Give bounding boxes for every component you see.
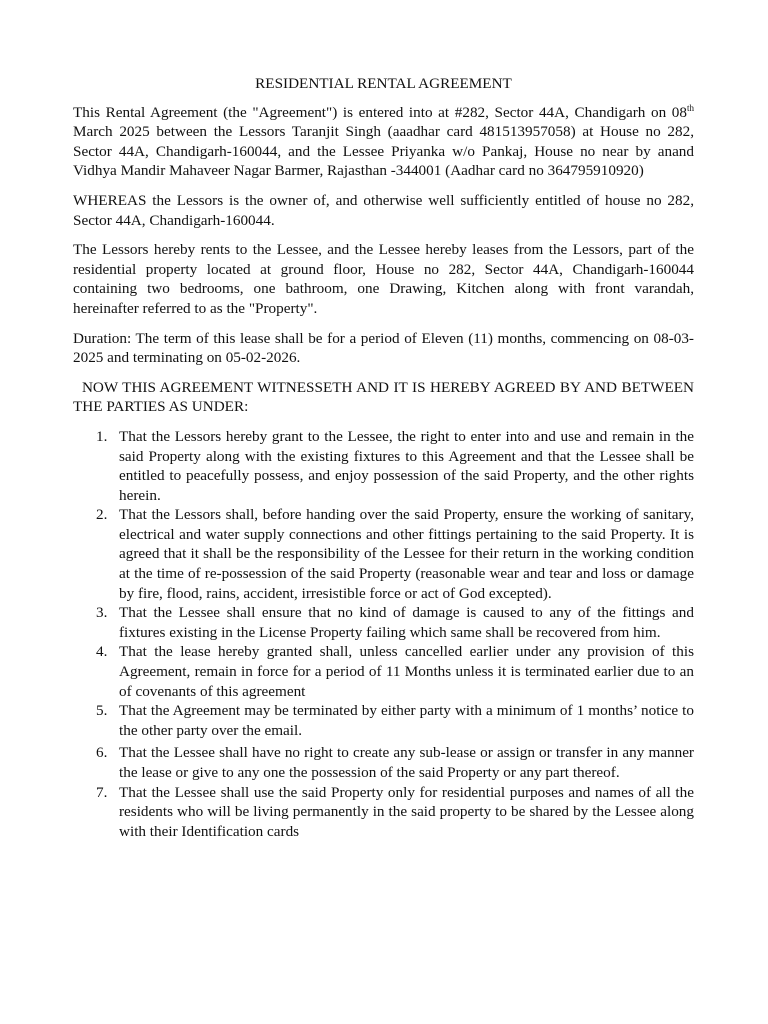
clause-item [73,642,694,701]
document-title: RESIDENTIAL RENTAL AGREEMENT [255,75,512,92]
clause-number: 1. [96,427,108,445]
clause-text: That the Lessee shall have no right to create any sub-lease or assign or transfer in any manner the lease or give to any one the possession of the said Property or any part thereof. [119,744,694,781]
intro-paragraph [73,102,702,181]
clause-text: That the lease hereby granted shall, unless cancelled earlier under any provision of this Agreement, remain in force for a period of 11 Months unless it is terminated earlier due to an of covenants of this agreement [119,643,694,700]
clause-text: That the Agreement may be terminated by either party with a minimum of 1 months’ notice to the other party over the email. [119,702,694,739]
clause-text: That the Lessee shall ensure that no kind of damage is caused to any of the fittings and fixtures existing in the License Property failing which same shall be recovered from him. [119,604,694,641]
clause-number: 5. [96,702,108,720]
clause-item [73,783,694,842]
clause-number: 3. [96,604,108,622]
clause-item [73,701,694,740]
intro-text-part1: This Rental Agreement (the "Agreement") is entered into at #282, Sector 44A, Chandigarh on 08 [73,103,687,121]
clause-number: 7. [96,783,108,801]
clause-text: That the Lessors shall, before handing over the said Property, ensure the working of sanitary, electrical and water supply connections and other fittings pertaining to the said Property. It is agreed that it shall be the responsibility of the Lessee for their return in the working condition at the time of re-possession of the said Property (reasonable wear and tear and loss or damage by fire, flood, rains, accident, irresistible force or act of God excepted). [119,506,694,602]
clause-item [73,743,694,782]
agreement-page [73,74,702,841]
clause-item [73,427,694,505]
whereas-paragraph: WHEREAS the Lessors is the owner of, and otherwise well sufficiently entitled of house no 282, Sector 44A, Chandigarh-160044. [73,191,694,229]
clause-item [73,603,694,642]
clause-text: That the Lessors hereby grant to the Lessee, the right to enter into and use and remain in the said Property along with the existing fixtures to this Agreement and that the Lessee shall be entitled to peacefully possess, and enjoy possession of the said Property, and the other rights herein. [119,427,694,504]
witnesseth-paragraph: NOW THIS AGREEMENT WITNESSETH AND IT IS HEREBY AGREED BY AND BETWEEN THE PARTIES AS UNDER: [73,378,698,416]
duration-paragraph: Duration: The term of this lease shall be for a period of Eleven (11) months, commencing on 08-03-2025 and terminating on 05-02-2026. [73,329,694,367]
clause-text: That the Lessee shall use the said Property only for residential purposes and names of all the residents who will be living permanently in the said property to be shared by the Lessee along with their Identification cards [119,783,694,840]
clauses-list [73,427,694,841]
clause-number: 2. [96,506,108,524]
clause-number: 6. [96,744,108,762]
clause-number: 4. [96,643,108,661]
intro-text-part2: March 2025 between the Lessors Taranjit Singh (aaadhar card 481513957058) at House no 282, Sector 44A, Chandigarh-160044, and the Lessee Priyanka w/o Pankaj, House no near by anand Vidhya Mandir Mahaveer Nagar Barmer, Rajasthan -344001 (Aadhar card no 364795910920) [73,103,702,180]
clause-item [73,505,694,603]
ordinal-suffix: th [686,102,694,113]
property-paragraph: The Lessors hereby rents to the Lessee, and the Lessee hereby leases from the Lessors, part of the residential property located at ground floor, House no 282, Sector 44A, Chandigarh-160044 containing two bedrooms, one bathroom, one Drawing, Kitchen along with front varandah, hereinafter referred to as the "Property". [73,241,694,317]
